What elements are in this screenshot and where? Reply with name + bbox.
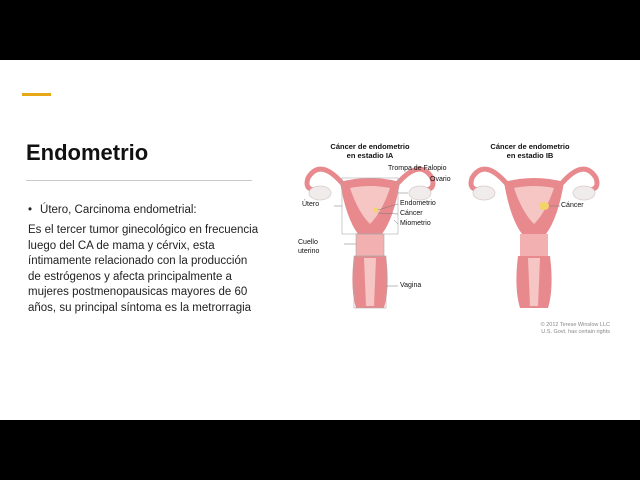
uterus-right: [471, 169, 597, 308]
body-paragraph: Es el tercer tumor ginecológico en frecuencia luego del CA de mama y cérvix, esta íntimamente relacionado con la producción de estrógenos y afecta principalmente a mujeres postmenopausicas mayores de 60 años, su principal síntoma es la metrorragia: [28, 224, 259, 314]
label-cancer-left: Cáncer: [400, 210, 423, 217]
caption-ib-line2: en estadio IB: [506, 151, 554, 160]
copyright-line1: © 2012 Terese Winslow LLC: [540, 322, 610, 328]
accent-bar: [22, 93, 51, 96]
slide-title: Endometrio: [26, 140, 149, 165]
bullet-dot-icon: •: [28, 204, 33, 216]
label-cuello: [298, 238, 319, 256]
bullet-text: Útero, Carcinoma endometrial:: [40, 204, 197, 216]
caption-ib-line1: Cáncer de endometrio: [490, 142, 570, 151]
slide: [0, 60, 640, 420]
label-cancer-right: Cáncer: [561, 202, 584, 209]
label-endometrio: Endometrio: [400, 200, 436, 207]
label-trompa: Trompa de Falopio: [388, 165, 447, 172]
title-divider: [26, 180, 252, 181]
label-vagina: Vagina: [400, 282, 422, 289]
label-cuello-line1: Cuello: [298, 239, 318, 246]
uterus-drawing: [290, 138, 630, 338]
caption-ia-line2: en estadio IA: [346, 151, 394, 160]
copyright-line2: U.S. Govt. has certain rights: [541, 329, 610, 335]
caption-ia-line1: Cáncer de endometrio: [330, 142, 410, 151]
label-ovario: Ovario: [430, 176, 451, 183]
label-utero: Útero: [302, 201, 320, 208]
bullet-item: [28, 204, 197, 216]
uterus-illustration: [290, 138, 630, 338]
label-miometrio: Miometrio: [400, 220, 431, 227]
label-cuello-line2: uterino: [298, 248, 320, 255]
copyright-note: [510, 322, 610, 336]
